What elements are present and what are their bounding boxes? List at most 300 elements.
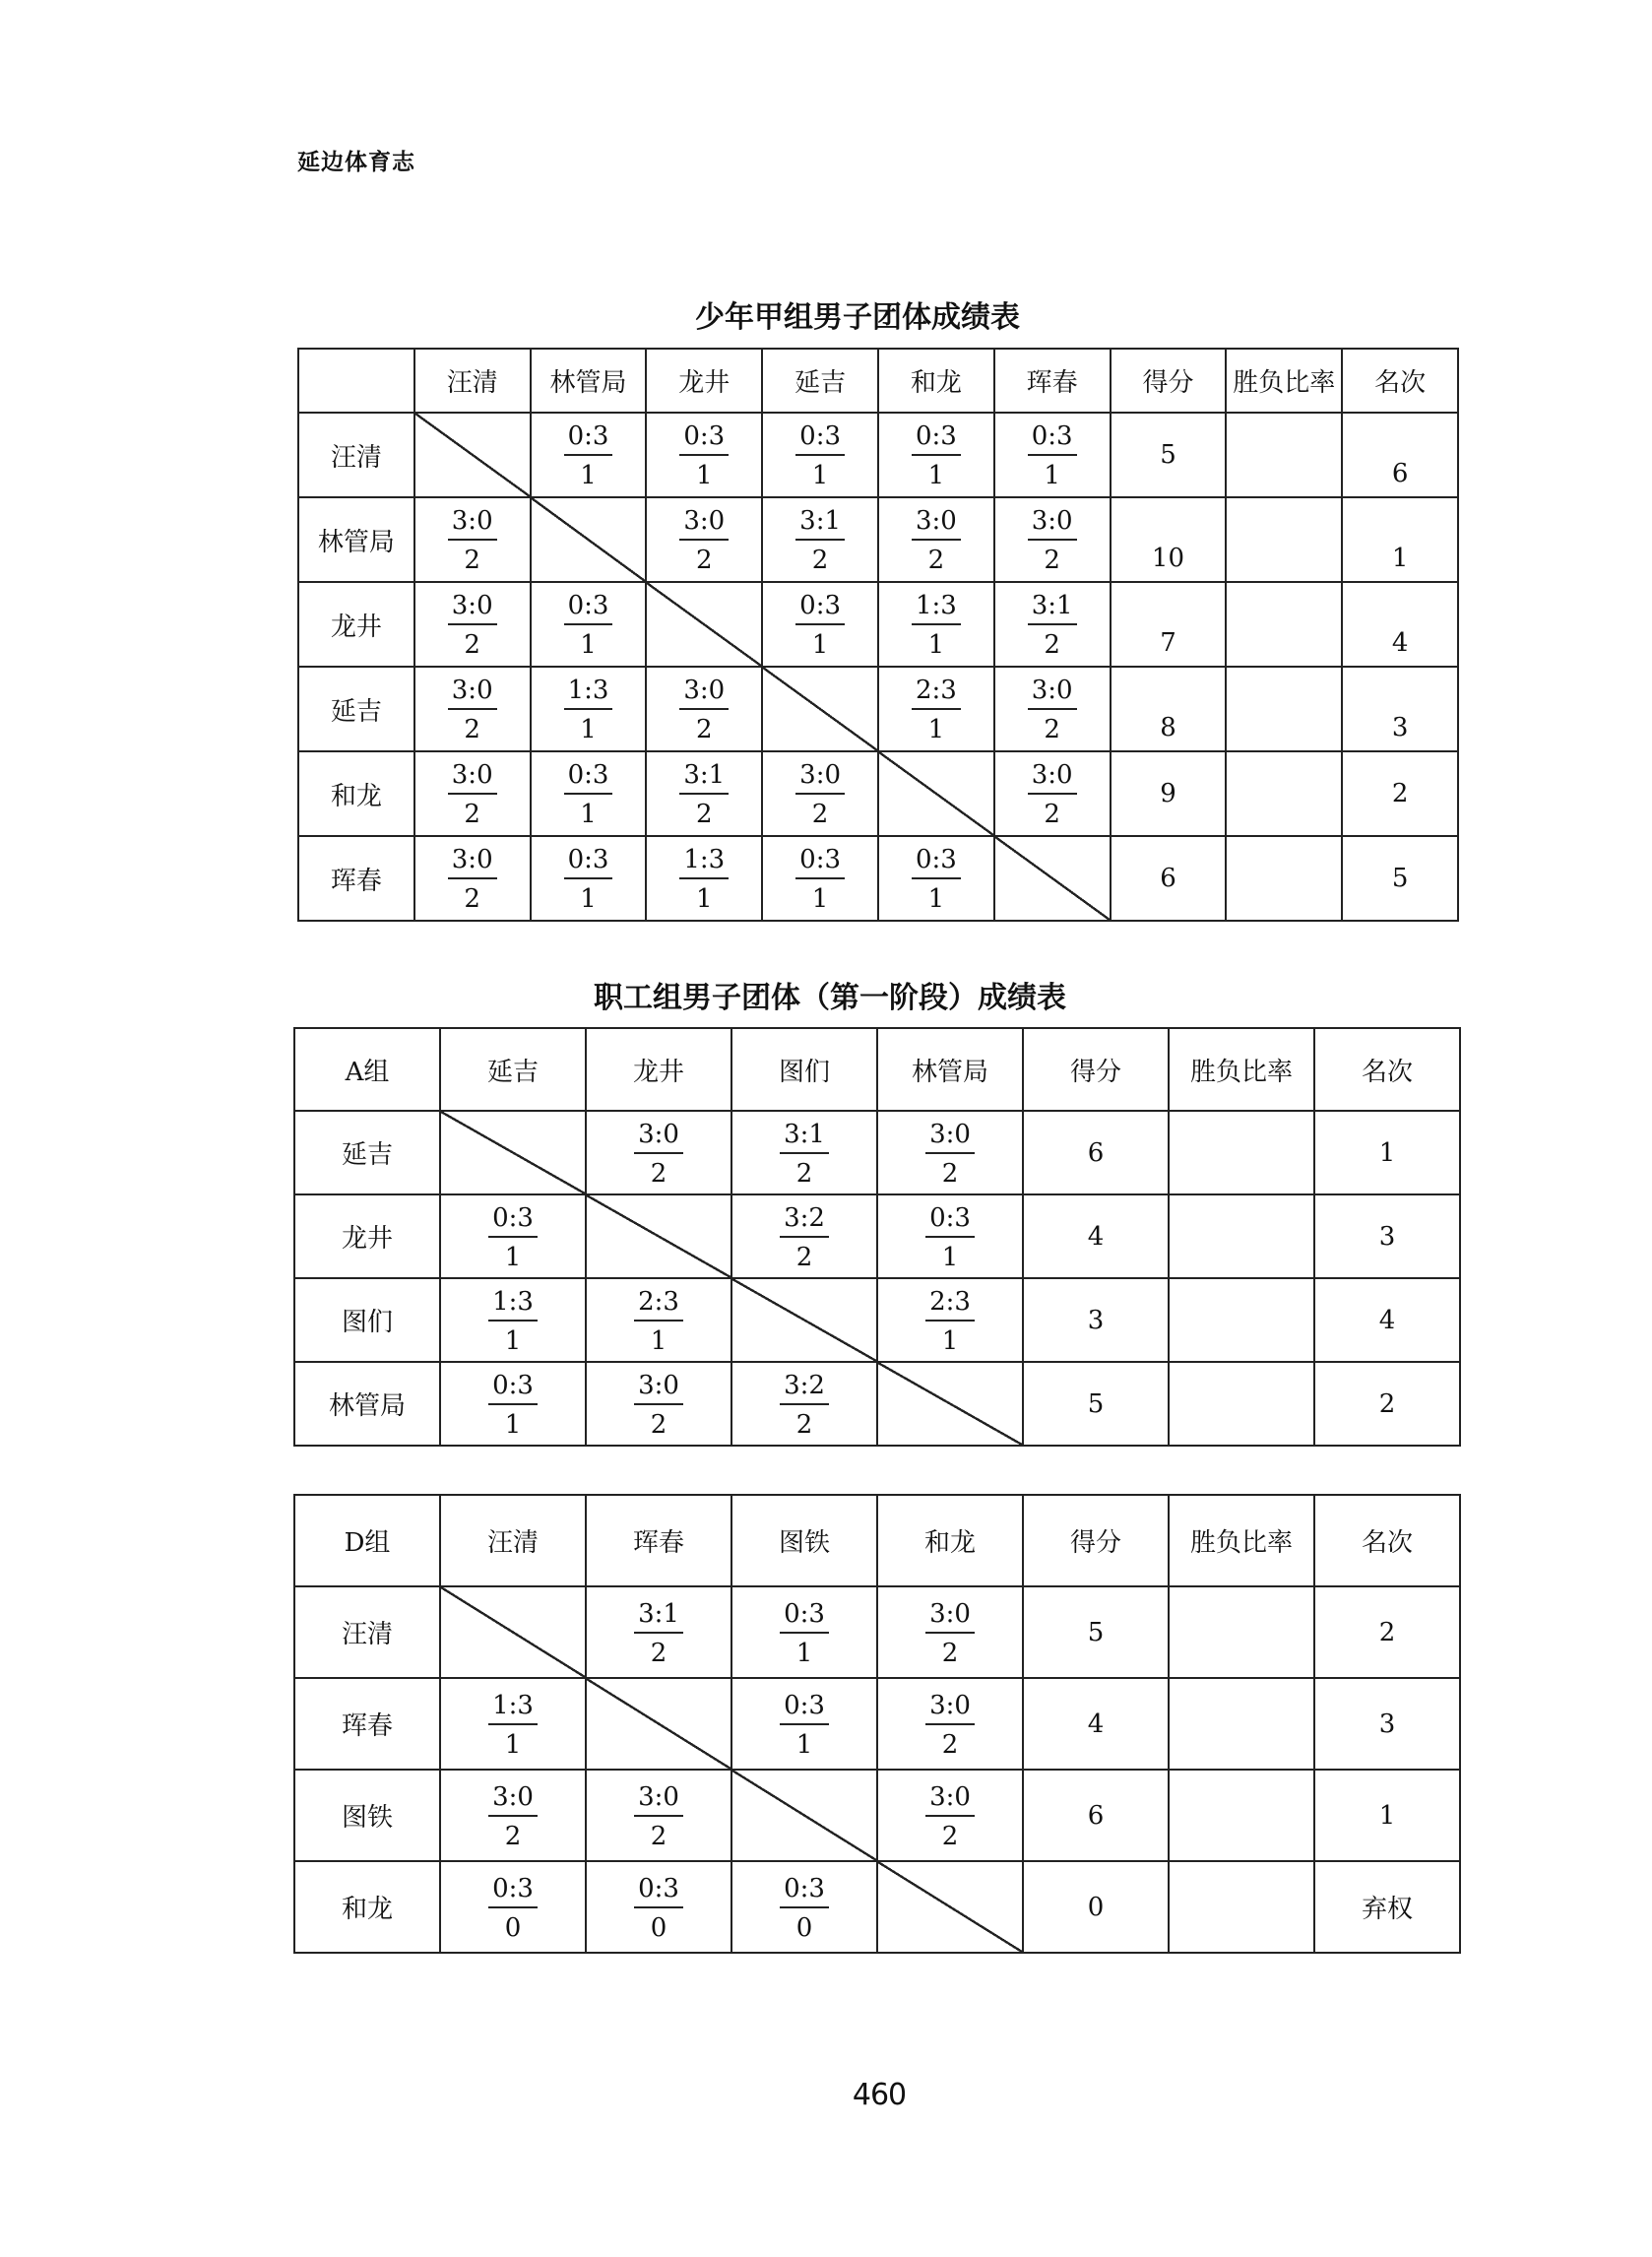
- match-score: 2:3: [634, 1289, 683, 1322]
- match-score-fraction: [448, 677, 497, 742]
- match-result-cell: [440, 1278, 586, 1362]
- match-points: 1: [927, 630, 945, 660]
- page-number: 460: [852, 2078, 907, 2112]
- match-result-cell: [878, 667, 994, 751]
- column-header-team: 图们: [731, 1028, 877, 1111]
- match-score-fraction: [564, 593, 613, 658]
- match-points: 1: [1044, 461, 1060, 490]
- match-score: 3:0: [1028, 762, 1077, 795]
- table-row: [298, 413, 1458, 497]
- match-result-cell: [531, 751, 647, 836]
- table-row: [294, 1861, 1460, 1953]
- match-score-fraction: [634, 1119, 683, 1189]
- column-header-team: 龙井: [586, 1028, 731, 1111]
- column-header-team: 汪清: [414, 349, 531, 413]
- points-cell: 5: [1023, 1586, 1169, 1678]
- match-points: 2: [941, 1638, 959, 1668]
- match-result-cell: [646, 413, 762, 497]
- row-header-team: 延吉: [294, 1111, 440, 1194]
- match-result-cell: [414, 751, 531, 836]
- rank-cell: 1: [1342, 497, 1458, 582]
- match-points: 1: [927, 884, 945, 914]
- match-score: 3:0: [448, 593, 497, 625]
- points-cell: 5: [1111, 413, 1227, 497]
- match-score: 3:0: [448, 677, 497, 710]
- row-header-team: 和龙: [298, 751, 414, 836]
- match-score: 3:2: [780, 1205, 829, 1238]
- column-header-team: 延吉: [762, 349, 878, 413]
- match-score: 1:3: [679, 847, 729, 879]
- match-score-fraction: [1028, 762, 1077, 827]
- match-points: 2: [650, 1638, 667, 1668]
- table-row: [294, 1586, 1460, 1678]
- match-result-cell: [731, 1678, 877, 1770]
- rank-cell: 2: [1314, 1586, 1460, 1678]
- table-row: [298, 582, 1458, 667]
- match-score-fraction: [925, 1598, 975, 1668]
- column-header-stat: 名次: [1314, 1495, 1460, 1586]
- match-result-cell: [878, 582, 994, 667]
- rank-cell: 3: [1314, 1678, 1460, 1770]
- match-score: 0:3: [795, 423, 845, 456]
- match-result-cell: [646, 497, 762, 582]
- match-score: 2:3: [925, 1289, 975, 1322]
- match-score: 0:3: [912, 423, 961, 456]
- table-row: [294, 1770, 1460, 1861]
- points-cell: 6: [1023, 1770, 1169, 1861]
- match-score: 3:0: [912, 508, 961, 541]
- column-header-team: 珲春: [994, 349, 1111, 413]
- match-result-cell: [731, 1194, 877, 1278]
- match-result-cell: [531, 413, 647, 497]
- table-row: [298, 836, 1458, 921]
- rank-cell: 6: [1342, 413, 1458, 497]
- points-cell: 5: [1023, 1362, 1169, 1446]
- match-result-cell: [646, 667, 762, 751]
- row-header-team: 林管局: [294, 1362, 440, 1446]
- match-points: 1: [504, 1242, 522, 1272]
- match-score: 3:0: [634, 1784, 683, 1817]
- match-score-fraction: [488, 1370, 538, 1440]
- match-score: 3:0: [634, 1373, 683, 1405]
- rank-cell: 弃权: [1314, 1861, 1460, 1953]
- column-header-team: 汪清: [440, 1495, 586, 1586]
- self-match-cell: [877, 1362, 1023, 1446]
- self-match-cell: [877, 1861, 1023, 1953]
- match-points: 2: [504, 1821, 522, 1851]
- match-score-fraction: [488, 1202, 538, 1272]
- match-result-cell: [762, 582, 878, 667]
- row-header-team: 龙井: [294, 1194, 440, 1278]
- match-points: 1: [504, 1409, 522, 1440]
- match-score: 1:3: [488, 1693, 538, 1725]
- match-score: 0:3: [912, 847, 961, 879]
- self-match-cell: [646, 582, 762, 667]
- points-cell: 10: [1111, 497, 1227, 582]
- match-score: 3:0: [925, 1601, 975, 1634]
- table-title-youth-team: 少年甲组男子团体成绩表: [695, 300, 1020, 335]
- match-points: 2: [650, 1158, 667, 1189]
- match-points: 2: [795, 1409, 813, 1440]
- match-result-cell: [440, 1362, 586, 1446]
- match-points: 0: [504, 1912, 522, 1943]
- match-result-cell: [877, 1194, 1023, 1278]
- match-points: 2: [464, 546, 480, 575]
- column-header-stat: 胜负比率: [1169, 1495, 1314, 1586]
- match-result-cell: [877, 1770, 1023, 1861]
- match-score: 1:3: [564, 677, 613, 710]
- match-points: 2: [811, 546, 829, 575]
- match-score: 3:0: [634, 1122, 683, 1154]
- match-score: 0:3: [488, 1876, 538, 1908]
- column-header-team: 珲春: [586, 1495, 731, 1586]
- match-score-fraction: [925, 1286, 975, 1356]
- match-result-cell: [531, 582, 647, 667]
- match-points: 1: [504, 1325, 522, 1356]
- points-cell: 4: [1023, 1678, 1169, 1770]
- row-header-team: 图铁: [294, 1770, 440, 1861]
- column-header-stat: 胜负比率: [1169, 1028, 1314, 1111]
- corner-cell: [298, 349, 414, 413]
- match-points: 1: [580, 800, 597, 829]
- match-result-cell: [646, 836, 762, 921]
- match-score-fraction: [912, 677, 961, 742]
- points-cell: 7: [1111, 582, 1227, 667]
- match-score-fraction: [634, 1286, 683, 1356]
- match-points: 1: [504, 1729, 522, 1760]
- match-score-fraction: [448, 593, 497, 658]
- win-loss-ratio-cell: [1169, 1861, 1314, 1953]
- match-score-fraction: [564, 677, 613, 742]
- match-result-cell: [878, 413, 994, 497]
- match-result-cell: [440, 1770, 586, 1861]
- match-score-fraction: [912, 847, 961, 912]
- win-loss-ratio-cell: [1226, 582, 1342, 667]
- match-result-cell: [440, 1861, 586, 1953]
- match-score-fraction: [912, 423, 961, 488]
- match-points: 1: [650, 1325, 667, 1356]
- match-points: 1: [927, 461, 945, 490]
- match-score-fraction: [1028, 508, 1077, 573]
- match-points: 1: [580, 715, 597, 744]
- match-points: 2: [464, 715, 480, 744]
- self-match-cell: [440, 1586, 586, 1678]
- column-header-team: 林管局: [531, 349, 647, 413]
- points-cell: 0: [1023, 1861, 1169, 1953]
- match-score-fraction: [679, 677, 729, 742]
- row-header-team: 图们: [294, 1278, 440, 1362]
- match-points: 1: [927, 715, 945, 744]
- match-points: 1: [795, 1638, 813, 1668]
- match-score: 0:3: [564, 847, 613, 879]
- match-score: 3:0: [1028, 677, 1077, 710]
- points-cell: 8: [1111, 667, 1227, 751]
- staff-group-a-results-table: [293, 1027, 1461, 1447]
- match-result-cell: [762, 413, 878, 497]
- match-result-cell: [414, 497, 531, 582]
- points-cell: 3: [1023, 1278, 1169, 1362]
- match-score-fraction: [780, 1873, 829, 1943]
- match-result-cell: [586, 1770, 731, 1861]
- match-score: 3:0: [925, 1784, 975, 1817]
- match-points: 2: [696, 715, 713, 744]
- header-row: [298, 349, 1458, 413]
- table-row: [298, 667, 1458, 751]
- match-score-fraction: [448, 762, 497, 827]
- rank-cell: 4: [1314, 1278, 1460, 1362]
- match-points: 2: [795, 1242, 813, 1272]
- match-score: 3:1: [634, 1601, 683, 1634]
- match-score-fraction: [564, 847, 613, 912]
- match-score: 0:3: [564, 423, 613, 456]
- match-score: 3:1: [795, 508, 845, 541]
- match-score: 3:2: [780, 1373, 829, 1405]
- match-score-fraction: [1028, 593, 1077, 658]
- header-row: [294, 1495, 1460, 1586]
- table-row: [298, 497, 1458, 582]
- match-score-fraction: [488, 1286, 538, 1356]
- match-score-fraction: [925, 1119, 975, 1189]
- match-score-fraction: [679, 762, 729, 827]
- self-match-cell: [762, 667, 878, 751]
- row-header-team: 汪清: [298, 413, 414, 497]
- win-loss-ratio-cell: [1226, 751, 1342, 836]
- column-header-stat: 得分: [1023, 1495, 1169, 1586]
- match-result-cell: [440, 1194, 586, 1278]
- match-score-fraction: [780, 1370, 829, 1440]
- match-score: 0:3: [564, 762, 613, 795]
- match-score-fraction: [795, 593, 845, 658]
- rank-cell: 2: [1342, 751, 1458, 836]
- match-result-cell: [586, 1861, 731, 1953]
- match-score-fraction: [679, 423, 729, 488]
- row-header-team: 珲春: [294, 1678, 440, 1770]
- self-match-cell: [531, 497, 647, 582]
- table-row: [294, 1278, 1460, 1362]
- match-points: 2: [696, 546, 713, 575]
- match-score: 3:1: [679, 762, 729, 795]
- match-result-cell: [877, 1678, 1023, 1770]
- match-result-cell: [762, 497, 878, 582]
- rank-cell: 3: [1314, 1194, 1460, 1278]
- match-points: 2: [464, 630, 480, 660]
- self-match-cell: [414, 413, 531, 497]
- match-score-fraction: [925, 1202, 975, 1272]
- self-match-cell: [586, 1678, 731, 1770]
- match-points: 2: [927, 546, 945, 575]
- match-score-fraction: [780, 1690, 829, 1760]
- match-score-fraction: [488, 1781, 538, 1851]
- match-score-fraction: [634, 1370, 683, 1440]
- win-loss-ratio-cell: [1169, 1362, 1314, 1446]
- match-score: 2:3: [912, 677, 961, 710]
- running-head: 延边体育志: [297, 150, 415, 175]
- match-points: 1: [811, 630, 829, 660]
- match-points: 1: [580, 630, 597, 660]
- column-header-team: 林管局: [877, 1028, 1023, 1111]
- column-header-team: 和龙: [878, 349, 994, 413]
- match-score: 1:3: [488, 1289, 538, 1322]
- match-score: 3:0: [1028, 508, 1077, 541]
- match-result-cell: [877, 1586, 1023, 1678]
- table-row: [294, 1111, 1460, 1194]
- match-score-fraction: [448, 508, 497, 573]
- match-result-cell: [877, 1111, 1023, 1194]
- match-result-cell: [731, 1861, 877, 1953]
- match-points: 2: [811, 800, 829, 829]
- points-cell: 6: [1111, 836, 1227, 921]
- match-score-fraction: [795, 423, 845, 488]
- self-match-cell: [731, 1770, 877, 1861]
- match-result-cell: [531, 667, 647, 751]
- match-score: 1:3: [912, 593, 961, 625]
- match-score: 3:1: [780, 1122, 829, 1154]
- match-score-fraction: [679, 508, 729, 573]
- match-result-cell: [731, 1362, 877, 1446]
- match-score: 3:0: [679, 508, 729, 541]
- row-header-team: 龙井: [298, 582, 414, 667]
- match-score: 0:3: [1028, 423, 1077, 456]
- match-score: 3:0: [448, 508, 497, 541]
- match-score-fraction: [634, 1873, 683, 1943]
- table-row: [298, 751, 1458, 836]
- match-score-fraction: [634, 1781, 683, 1851]
- match-points: 1: [811, 884, 829, 914]
- match-score: 0:3: [780, 1601, 829, 1634]
- self-match-cell: [440, 1111, 586, 1194]
- win-loss-ratio-cell: [1169, 1770, 1314, 1861]
- match-score: 0:3: [564, 593, 613, 625]
- match-score-fraction: [795, 508, 845, 573]
- table-row: [294, 1194, 1460, 1278]
- match-result-cell: [994, 582, 1111, 667]
- rank-cell: 1: [1314, 1111, 1460, 1194]
- match-score: 0:3: [488, 1373, 538, 1405]
- self-match-cell: [878, 751, 994, 836]
- match-score-fraction: [795, 762, 845, 827]
- match-result-cell: [762, 836, 878, 921]
- match-points: 2: [941, 1729, 959, 1760]
- match-points: 2: [1044, 546, 1060, 575]
- row-header-team: 林管局: [298, 497, 414, 582]
- match-score: 3:0: [795, 762, 845, 795]
- match-points: 2: [464, 800, 480, 829]
- match-score-fraction: [925, 1690, 975, 1760]
- match-result-cell: [414, 667, 531, 751]
- match-score: 3:0: [448, 847, 497, 879]
- match-score-fraction: [679, 847, 729, 912]
- match-points: 1: [696, 884, 713, 914]
- match-points: 2: [464, 884, 480, 914]
- match-score: 3:0: [925, 1693, 975, 1725]
- match-score: 0:3: [679, 423, 729, 456]
- points-cell: 6: [1023, 1111, 1169, 1194]
- match-score-fraction: [1028, 677, 1077, 742]
- win-loss-ratio-cell: [1226, 497, 1342, 582]
- match-points: 2: [1044, 715, 1060, 744]
- column-header-team: 延吉: [440, 1028, 586, 1111]
- match-result-cell: [586, 1111, 731, 1194]
- match-score-fraction: [564, 762, 613, 827]
- match-points: 2: [1044, 800, 1060, 829]
- match-points: 0: [650, 1912, 667, 1943]
- match-result-cell: [586, 1362, 731, 1446]
- row-header-team: 和龙: [294, 1861, 440, 1953]
- column-header-team: 图铁: [731, 1495, 877, 1586]
- match-points: 2: [696, 800, 713, 829]
- rank-cell: 4: [1342, 582, 1458, 667]
- match-points: 1: [811, 461, 829, 490]
- match-score: 3:0: [679, 677, 729, 710]
- match-score-fraction: [448, 847, 497, 912]
- match-result-cell: [878, 497, 994, 582]
- match-points: 2: [650, 1821, 667, 1851]
- match-score: 3:0: [488, 1784, 538, 1817]
- table-title-staff-team-stage1: 职工组男子团体（第一阶段）成绩表: [594, 981, 1066, 1015]
- match-result-cell: [731, 1586, 877, 1678]
- match-score-fraction: [634, 1598, 683, 1668]
- match-score-fraction: [795, 847, 845, 912]
- match-score: 0:3: [795, 847, 845, 879]
- win-loss-ratio-cell: [1169, 1586, 1314, 1678]
- match-score-fraction: [488, 1690, 538, 1760]
- match-points: 2: [941, 1821, 959, 1851]
- match-score: 0:3: [634, 1876, 683, 1908]
- match-result-cell: [586, 1278, 731, 1362]
- match-points: 2: [795, 1158, 813, 1189]
- win-loss-ratio-cell: [1226, 836, 1342, 921]
- corner-cell: D组: [294, 1495, 440, 1586]
- table-row: [294, 1678, 1460, 1770]
- match-result-cell: [877, 1278, 1023, 1362]
- rank-cell: 1: [1314, 1770, 1460, 1861]
- match-result-cell: [994, 667, 1111, 751]
- win-loss-ratio-cell: [1226, 413, 1342, 497]
- row-header-team: 延吉: [298, 667, 414, 751]
- rank-cell: 3: [1342, 667, 1458, 751]
- match-result-cell: [994, 413, 1111, 497]
- match-points: 1: [795, 1729, 813, 1760]
- match-score-fraction: [564, 423, 613, 488]
- points-cell: 4: [1023, 1194, 1169, 1278]
- row-header-team: 珲春: [298, 836, 414, 921]
- match-points: 2: [650, 1409, 667, 1440]
- match-score-fraction: [912, 593, 961, 658]
- column-header-team: 龙井: [646, 349, 762, 413]
- match-result-cell: [994, 497, 1111, 582]
- column-header-stat: 得分: [1111, 349, 1227, 413]
- match-result-cell: [440, 1678, 586, 1770]
- win-loss-ratio-cell: [1169, 1278, 1314, 1362]
- self-match-cell: [994, 836, 1111, 921]
- table-row: [294, 1362, 1460, 1446]
- match-result-cell: [731, 1111, 877, 1194]
- match-score: 3:1: [1028, 593, 1077, 625]
- row-header-team: 汪清: [294, 1586, 440, 1678]
- self-match-cell: [731, 1278, 877, 1362]
- column-header-team: 和龙: [877, 1495, 1023, 1586]
- match-points: 1: [941, 1325, 959, 1356]
- match-points: 1: [941, 1242, 959, 1272]
- match-score-fraction: [1028, 423, 1077, 488]
- match-score: 0:3: [780, 1876, 829, 1908]
- match-result-cell: [994, 751, 1111, 836]
- match-score: 0:3: [795, 593, 845, 625]
- match-score: 0:3: [925, 1205, 975, 1238]
- match-result-cell: [586, 1586, 731, 1678]
- column-header-stat: 名次: [1342, 349, 1458, 413]
- column-header-stat: 得分: [1023, 1028, 1169, 1111]
